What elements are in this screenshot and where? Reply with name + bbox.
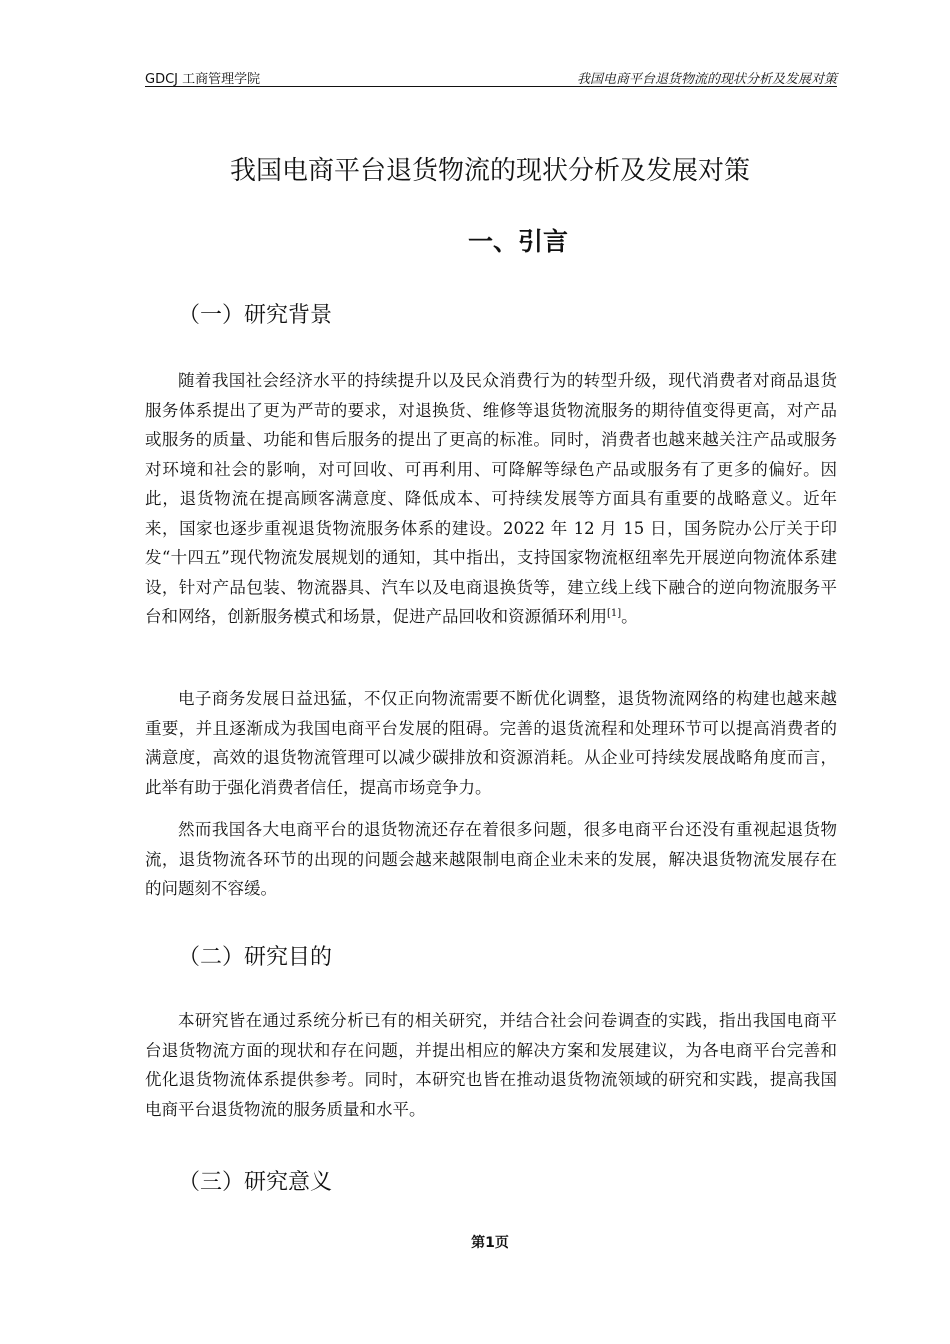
section-heading-introduction: 一、引言 — [467, 227, 568, 256]
document-title: 我国电商平台退货物流的现状分析及发展对策 — [229, 156, 750, 186]
page-number: 第1页 — [471, 1235, 509, 1251]
subsection-heading-background: （一）研究背景 — [178, 303, 333, 328]
header-paper-title: 我国电商平台退货物流的现状分析及发展对策 — [576, 72, 837, 87]
paragraph-background-1-end: 。 — [621, 607, 638, 626]
paragraph-background-2: 电子商务发展日益迅猛，不仅正向物流需要不断优化调整，退货物流网络的构建也越来越重要，并且逐渐成为我国电商平台发展的阻碍。完善的退货流程和处理环节可以提高消费者的满意度，高效的退货物流管理可以减少碳排放和资源消耗。从企业可持续发展战略角度而言，此举有助于强化消费者信任，提高市场竞争力。 — [145, 689, 837, 797]
paragraph-background-1-text: 随着我国社会经济水平的持续提升以及民众消费行为的转型升级，现代消费者对商品退货服务体系提出了更为严苛的要求，对退换货、维修等退货物流服务的期待值变得更高，对产品或服务的质量、功能和售后服务的提出了更高的标准。同时，消费者也越来越关注产品或服务对环境和社会的影响，对可回收、可再利用、可降解等绿色产品或服务有了更多的偏好。因此，退货物流在提高顾客满意度、降低成本、可持续发展等方面具有重要的战略意义。近年来，国家也逐步重视退货物流服务体系的建设。2022 年 12 月 15 日，国务院办公厅关于印发“十四五”现代物流发展规划的通知，其中指出，支持国家物流枢纽率先开展逆向物流体系建设，针对产品包装、物流器具、汽车以及电商退换货等，建立线上线下融合的逆向物流服务平台和网络，创新服务模式和场景，促进产品回收和资源循环利用 — [145, 371, 837, 626]
header-institution: GDCJ 工商管理学院 — [145, 72, 261, 87]
paragraph-background-1 — [145, 366, 837, 632]
subsection-heading-purpose: （二）研究目的 — [178, 945, 333, 970]
citation-ref: [1] — [607, 608, 622, 619]
running-header — [145, 64, 837, 87]
paragraph-purpose: 本研究皆在通过系统分析已有的相关研究，并结合社会问卷调查的实践，指出我国电商平台退货物流方面的现状和存在问题，并提出相应的解决方案和发展建议，为各电商平台完善和优化退货物流体系提供参考。同时，本研究也皆在推动退货物流领域的研究和实践，提高我国电商平台退货物流的服务质量和水平。 — [145, 1011, 837, 1119]
subsection-heading-significance: （三）研究意义 — [178, 1170, 333, 1195]
paragraph-background-3: 然而我国各大电商平台的退货物流还存在着很多问题，很多电商平台还没有重视起退货物流，退货物流各环节的出现的问题会越来越限制电商企业未来的发展，解决退货物流发展存在的问题刻不容缓。 — [145, 820, 837, 898]
